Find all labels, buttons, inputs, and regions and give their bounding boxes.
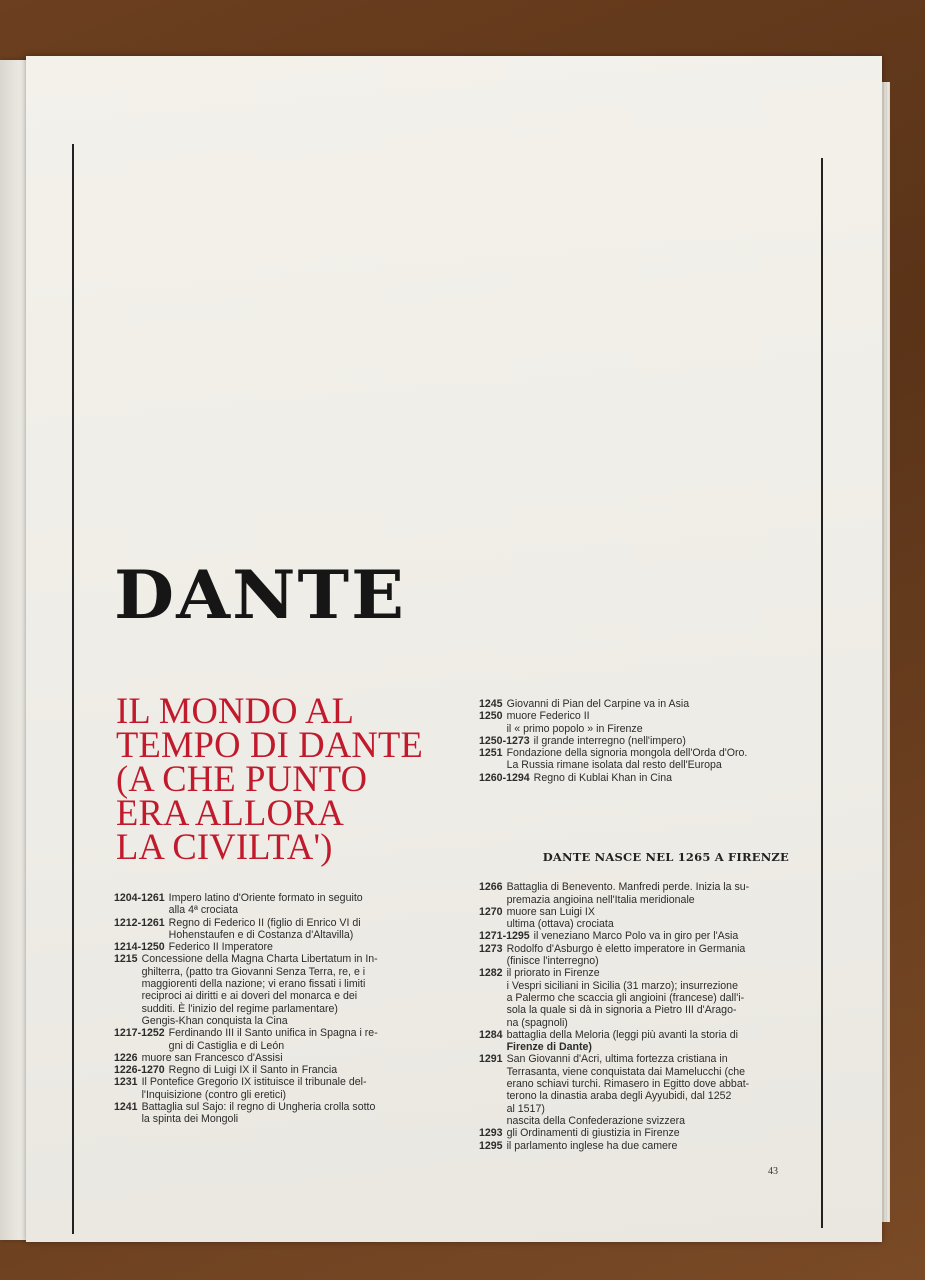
timeline-right-column-bottom: [479, 851, 797, 1152]
subtitle-line: ERA ALLORA: [116, 792, 345, 833]
entry-text: [507, 906, 797, 931]
entry-text: [507, 881, 797, 906]
entry-line: (finisce l'interregno): [506, 955, 599, 968]
timeline-entry: [479, 772, 797, 784]
entry-year: 1250: [479, 710, 503, 723]
entry-line: reciproci ai diritti e ai doveri del monarca e dei: [141, 990, 358, 1003]
entry-line: la spinta dei Mongoli: [141, 1113, 239, 1126]
entry-line: l'Inquisizione (contro gli eretici): [141, 1088, 287, 1101]
entry-line: Regno di Federico II (figlio di Enrico VI di: [168, 916, 361, 929]
entry-line: muore Federico II: [506, 710, 590, 723]
entry-text: [534, 772, 797, 784]
entry-line: erano schiavi turchi. Rimasero in Egitto dove abbat-: [506, 1078, 750, 1091]
entry-text: [507, 1053, 797, 1127]
timeline-entry: [479, 906, 797, 931]
entry-line: il veneziano Marco Polo va in giro per l'Asia: [533, 930, 739, 943]
entry-line: Terrasanta, viene conquistata dai Mamelucchi (che: [506, 1065, 746, 1078]
entry-year: 1293: [479, 1127, 503, 1140]
entry-line: ultima (ottava) crociata: [506, 918, 614, 931]
subtitle-line: TEMPO DI DANTE: [116, 724, 423, 765]
entry-line: muore san Luigi IX: [506, 905, 595, 918]
entry-text: [507, 710, 797, 735]
entry-year: 1270: [479, 905, 503, 918]
entry-line: premazia angioina nell'Italia meridionale: [506, 893, 695, 906]
entry-line: sola la quale si dà in signoria a Pietro III d'Arago-: [506, 1004, 737, 1017]
timeline-entry: [479, 881, 797, 906]
page-number: 43: [768, 1166, 778, 1177]
entry-year: 1226: [114, 1051, 138, 1064]
entry-text: [142, 1076, 432, 1101]
entry-year: 1231: [114, 1076, 138, 1089]
entry-year: 1214-1250: [114, 941, 165, 954]
entry-text: [507, 967, 797, 1028]
entry-line: il parlamento inglese ha due camere: [506, 1139, 678, 1152]
entry-line: maggiorenti della nazione; vi erano fissati i limiti: [141, 978, 366, 991]
entry-text: [507, 1140, 797, 1152]
timeline-entry: [479, 710, 797, 735]
entry-year: 1250-1273: [479, 734, 530, 747]
timeline-entry: [114, 1027, 432, 1052]
entry-text: [534, 735, 797, 747]
entry-text: [169, 941, 432, 953]
entry-line: Concessione della Magna Charta Libertatum in In-: [141, 953, 378, 966]
entry-line: Fondazione della signoria mongola dell'Orda d'Oro.: [506, 747, 748, 760]
entry-year: 1266: [479, 881, 503, 894]
left-margin-rule: [72, 144, 74, 1234]
entry-line: il priorato in Firenze: [506, 967, 600, 980]
entry-line: Battaglia di Benevento. Manfredi perde. Inizia la su-: [506, 881, 750, 894]
entry-year: 1282: [479, 967, 503, 980]
entry-year: 1212-1261: [114, 916, 165, 929]
entry-text: [507, 747, 797, 772]
entry-line: Battaglia sul Sajo: il regno di Ungheria crolla sotto: [141, 1101, 376, 1114]
book-page: [26, 56, 882, 1242]
entry-text: [507, 943, 797, 968]
subtitle-line: LA CIVILTA'): [116, 826, 333, 867]
timeline-entry: [479, 1029, 797, 1054]
subtitle: [116, 690, 446, 867]
entry-line: i Vespri siciliani in Sicilia (31 marzo); insurrezione: [506, 979, 738, 992]
section-heading: DANTE NASCE NEL 1265 A FIRENZE: [542, 850, 789, 864]
entry-line: al 1517): [506, 1102, 545, 1115]
entry-line: Federico II Imperatore: [168, 941, 273, 954]
entry-line: Impero latino d'Oriente formato in seguito: [168, 892, 363, 904]
entry-line: terono la dinastia araba degli Ayyubidi, dal 1252: [506, 1090, 732, 1103]
entry-line: il « primo popolo » in Firenze: [506, 722, 643, 735]
page-title: DANTE: [114, 556, 407, 634]
timeline-left-column: [114, 892, 432, 1126]
entry-year: 1291: [479, 1053, 503, 1066]
subtitle-line: IL MONDO AL: [116, 690, 355, 731]
entry-text: [507, 1029, 797, 1054]
timeline-entry: [479, 735, 797, 747]
timeline-entry: [114, 917, 432, 942]
timeline-entry: [114, 1064, 432, 1076]
entry-text: [169, 1064, 432, 1076]
entry-text: [507, 1127, 797, 1139]
entry-text: [142, 1052, 432, 1064]
entry-line-bold: Firenze di Dante): [506, 1041, 592, 1054]
entry-line: Regno di Kublai Khan in Cina: [533, 771, 673, 784]
entry-line: sudditi. È l'inizio del regime parlamentare): [141, 1002, 338, 1015]
timeline-entry: [114, 953, 432, 1027]
entry-year: 1226-1270: [114, 1064, 165, 1077]
entry-line: Il Pontefice Gregorio IX istituisce il tribunale del-: [141, 1076, 367, 1089]
timeline-entry: [114, 1052, 432, 1064]
entry-year: 1251: [479, 747, 503, 760]
entry-year: 1295: [479, 1139, 503, 1152]
timeline-entry: [479, 1127, 797, 1139]
entry-year: 1273: [479, 942, 503, 955]
entry-line: battaglia della Meloria (leggi più avanti la storia di: [506, 1028, 739, 1041]
entry-year: 1284: [479, 1028, 503, 1041]
entry-line: Gengis-Khan conquista la Cina: [141, 1014, 288, 1027]
entry-year: 1204-1261: [114, 892, 165, 904]
entry-line: a Palermo che scaccia gli angioini (francese) dall'i-: [506, 991, 745, 1004]
entry-line: ghilterra, (patto tra Giovanni Senza Terra, re, e i: [141, 965, 366, 978]
entry-line: Giovanni di Pian del Carpine va in Asia: [506, 698, 690, 710]
entry-line: Ferdinando III il Santo unifica in Spagna i re-: [168, 1027, 378, 1040]
entry-line: na (spagnoli): [506, 1016, 568, 1029]
timeline-entry: [114, 1076, 432, 1101]
timeline-entries: [479, 881, 797, 1152]
entry-year: 1215: [114, 953, 138, 966]
entry-line: il grande interregno (nell'impero): [533, 734, 686, 747]
timeline-entry: [479, 967, 797, 1028]
entry-line: nascita della Confederazione svizzera: [506, 1114, 686, 1127]
entry-year: 1271-1295: [479, 930, 530, 943]
entry-line: Hohenstaufen e di Costanza d'Altavilla): [168, 928, 354, 941]
entry-line: San Giovanni d'Acri, ultima fortezza cristiana in: [506, 1053, 728, 1066]
entry-text: [169, 917, 432, 942]
timeline-entry: [479, 747, 797, 772]
timeline-entry: [479, 1140, 797, 1152]
entry-text: [142, 953, 432, 1027]
entry-text: [534, 930, 797, 942]
entry-line: gli Ordinamenti di giustizia in Firenze: [506, 1127, 680, 1140]
timeline-entry: [114, 1101, 432, 1126]
entry-text: [169, 892, 432, 917]
subtitle-line: (A CHE PUNTO: [116, 758, 368, 799]
entry-line: gni di Castiglia e di León: [168, 1039, 285, 1052]
entry-text: [169, 1027, 432, 1052]
entry-line: Regno di Luigi IX il Santo in Francia: [168, 1064, 338, 1077]
entry-text: [507, 698, 797, 710]
timeline-entry: [114, 892, 432, 917]
timeline-entry: [479, 930, 797, 942]
entry-line: alla 4ª crociata: [168, 904, 238, 917]
timeline-right-column-top: [479, 698, 797, 784]
timeline-entry: [479, 698, 797, 710]
timeline-entry: [114, 941, 432, 953]
entry-year: 1217-1252: [114, 1027, 165, 1040]
timeline-entry: [479, 943, 797, 968]
entry-line: La Russia rimane isolata dal resto dell'Europa: [506, 759, 722, 772]
entry-year: 1241: [114, 1101, 138, 1114]
entry-text: [142, 1101, 432, 1126]
entry-year: 1260-1294: [479, 771, 530, 784]
entry-line: Rodolfo d'Asburgo è eletto imperatore in Germania: [506, 942, 746, 955]
right-margin-rule: [821, 158, 823, 1228]
entry-year: 1245: [479, 698, 503, 710]
entry-line: muore san Francesco d'Assisi: [141, 1051, 283, 1064]
timeline-entry: [479, 1053, 797, 1127]
